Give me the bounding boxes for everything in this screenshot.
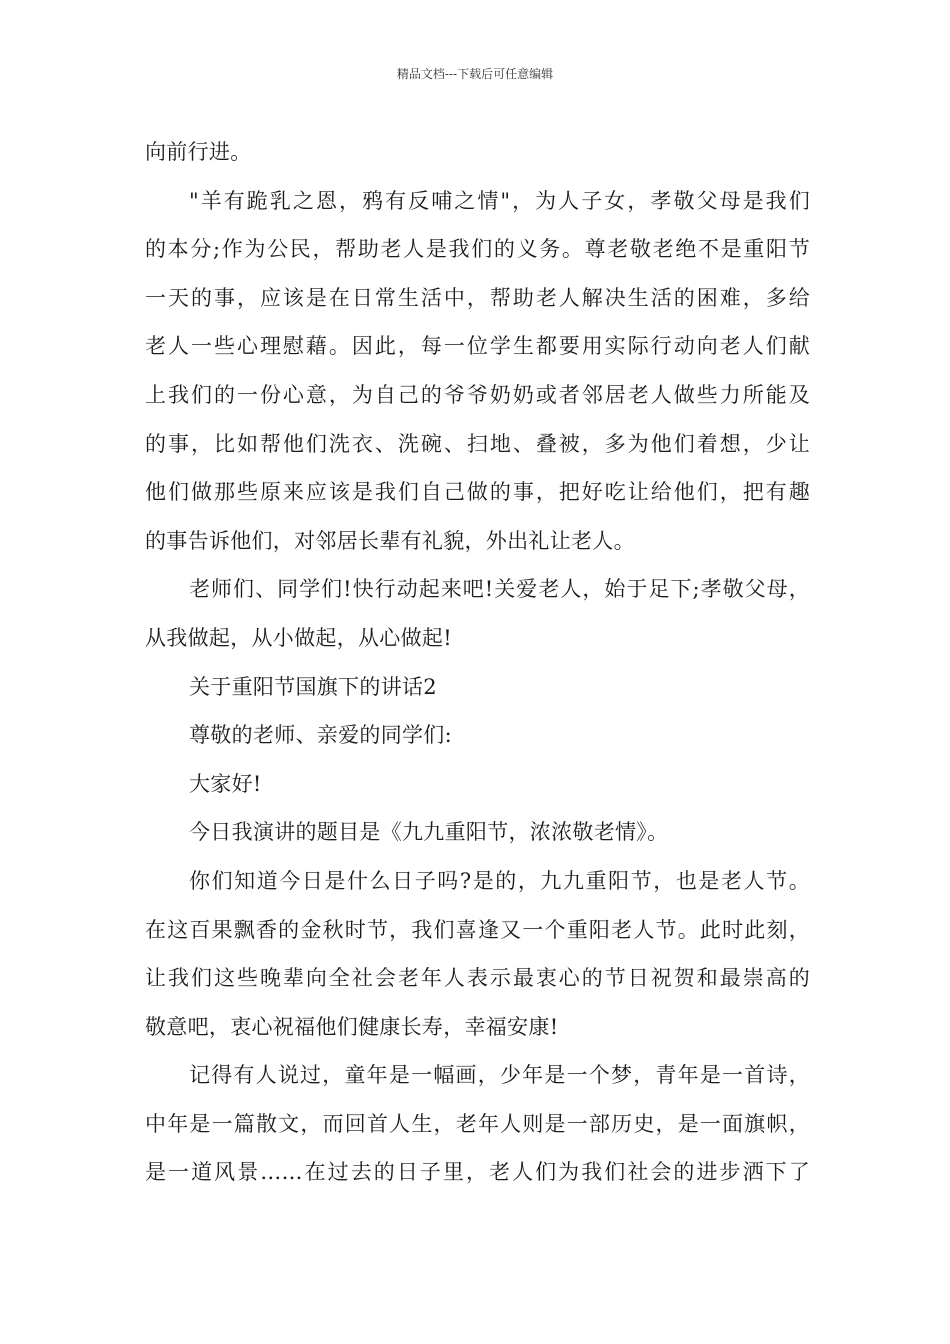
- text-line: 他们做那些原来应该是我们自己做的事，把好吃让给他们，把有趣: [145, 480, 810, 505]
- text-line: 的本分;作为公民，帮助老人是我们的义务。尊老敬老绝不是重阳节: [145, 237, 810, 262]
- text-line: 老师们、同学们!快行动起来吧!关爱老人，始于足下;孝敬父母，: [189, 577, 810, 602]
- text-line: 尊敬的老师、亲爱的同学们:: [189, 723, 452, 748]
- text-line: 老人一些心理慰藉。因此，每一位学生都要用实际行动向老人们献: [145, 334, 810, 359]
- text-line: 关于重阳节国旗下的讲话2: [189, 674, 437, 699]
- text-line: 一天的事，应该是在日常生活中，帮助老人解决生活的困难，多给: [145, 285, 810, 310]
- text-line: 从我做起，从小做起，从心做起!: [145, 625, 452, 650]
- text-line: 大家好!: [189, 771, 262, 796]
- text-line: 是一道风景……在过去的日子里，老人们为我们社会的进步洒下了: [145, 1160, 810, 1185]
- text-line: 中年是一篇散文，而回首人生，老年人则是一部历史，是一面旗帜，: [145, 1111, 810, 1136]
- text-line: 今日我演讲的题目是《九九重阳节，浓浓敬老情》。: [189, 820, 669, 845]
- text-line: "羊有跪乳之恩，鸦有反哺之情"，为人子女，孝敬父母是我们: [189, 188, 810, 213]
- text-line: 上我们的一份心意，为自己的爷爷奶奶或者邻居老人做些力所能及: [145, 382, 810, 407]
- text-line: 记得有人说过，童年是一幅画，少年是一个梦，青年是一首诗，: [189, 1063, 810, 1088]
- document-body: [145, 128, 810, 1197]
- text-line: 在这百果飘香的金秋时节，我们喜逢又一个重阳老人节。此时此刻，: [145, 917, 810, 942]
- text-line: 敬意吧，衷心祝福他们健康长寿，幸福安康!: [145, 1014, 559, 1039]
- text-line: 的事，比如帮他们洗衣、洗碗、扫地、叠被，多为他们着想，少让: [145, 431, 810, 456]
- text-line: 的事告诉他们，对邻居长辈有礼貌，外出礼让老人。: [145, 528, 635, 553]
- page-header: 精品文档---下载后可任意编辑: [396, 67, 554, 81]
- text-line: 让我们这些晚辈向全社会老年人表示最衷心的节日祝贺和最崇高的: [145, 966, 810, 991]
- text-line: 你们知道今日是什么日子吗?是的，九九重阳节，也是老人节。: [189, 868, 810, 893]
- text-line: 向前行进。: [145, 140, 252, 164]
